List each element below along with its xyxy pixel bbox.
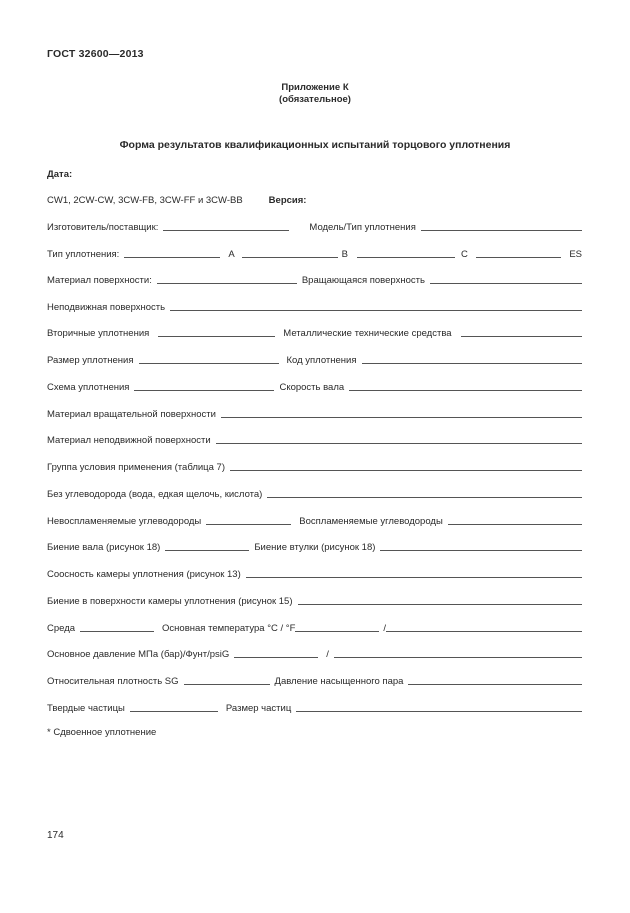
row-solids	[47, 698, 582, 714]
base-temperature-label: Основная температура °C / °F	[162, 623, 296, 634]
chamber-face-runout-field[interactable]	[298, 604, 582, 605]
version-label: Версия:	[268, 195, 307, 206]
relative-density-field[interactable]	[184, 684, 270, 685]
standard-header: ГОСТ 32600—2013	[47, 48, 144, 60]
row-stationary-surface	[47, 297, 582, 313]
row-seal-scheme	[47, 377, 582, 393]
row-seal-size	[47, 350, 582, 366]
relative-density-label: Относительная плотность SG	[47, 676, 179, 687]
chamber-face-runout-label: Биение в поверхности камеры уплотнения (рисунок 15)	[47, 596, 293, 607]
row-density	[47, 671, 582, 687]
model-type-field[interactable]	[421, 230, 582, 231]
manufacturer-label: Изготовитель/поставщик:	[47, 222, 159, 233]
vapor-pressure-field[interactable]	[408, 684, 582, 685]
date-label: Дата:	[47, 169, 73, 180]
footnote: * Сдвоенное уплотнение	[47, 727, 157, 738]
flammable-field[interactable]	[448, 524, 582, 525]
chamber-concentricity-label: Соосность камеры уплотнения (рисунок 13)	[47, 569, 241, 580]
particle-size-field[interactable]	[296, 711, 582, 712]
row-rotating-material	[47, 404, 582, 420]
temperature-c-field[interactable]	[295, 631, 379, 632]
category-b-field[interactable]	[357, 257, 455, 258]
secondary-seals-label: Вторичные уплотнения	[47, 328, 150, 339]
row-runout	[47, 537, 582, 553]
shaft-runout-label: Биение вала (рисунок 18)	[47, 542, 161, 553]
category-c-field[interactable]	[476, 257, 561, 258]
solids-label: Твердые частицы	[47, 703, 125, 714]
row-date	[47, 164, 582, 180]
non-hydrocarbon-field[interactable]	[267, 497, 582, 498]
arrangement-codes: CW1, 2CW-CW, 3CW-FB, 3CW-FF и 3CW-BB	[47, 195, 243, 206]
surface-material-field[interactable]	[157, 283, 297, 284]
metal-hardware-field[interactable]	[461, 336, 582, 337]
category-c-label: C	[461, 249, 468, 260]
category-es-label: ES	[569, 249, 582, 260]
application-group-label: Группа условия применения (таблица 7)	[47, 462, 225, 473]
row-chamber-face-runout	[47, 591, 582, 607]
shaft-speed-field[interactable]	[349, 390, 582, 391]
seal-size-label: Размер уплотнения	[47, 355, 134, 366]
row-secondary-seals	[47, 323, 582, 339]
rotating-surface-field[interactable]	[430, 283, 582, 284]
row-hydrocarbons	[47, 511, 582, 527]
medium-field[interactable]	[80, 631, 154, 632]
row-surface-material	[47, 270, 582, 286]
stationary-material-label: Материал неподвижной поверхности	[47, 435, 211, 446]
row-application-group	[47, 457, 582, 473]
particle-size-label: Размер частиц	[225, 703, 292, 714]
application-group-field[interactable]	[230, 470, 582, 471]
temperature-slash: /	[383, 623, 387, 634]
row-base-pressure	[47, 644, 582, 660]
row-stationary-material	[47, 430, 582, 446]
stationary-surface-label: Неподвижная поверхность	[47, 302, 166, 313]
metal-hardware-label: Металлические технические средства	[283, 328, 452, 339]
surface-material-label: Материал поверхности:	[47, 275, 152, 286]
seal-scheme-label: Схема уплотнения	[47, 382, 130, 393]
non-hydrocarbon-label: Без углеводорода (вода, едкая щелочь, кислота)	[47, 489, 263, 500]
vapor-pressure-label: Давление насыщенного пара	[274, 676, 404, 687]
chamber-concentricity-field[interactable]	[246, 577, 582, 578]
rotating-material-label: Материал вращательной поверхности	[47, 409, 216, 420]
pressure-slash: /	[326, 649, 329, 660]
model-type-label: Модель/Тип уплотнения	[309, 222, 416, 233]
seal-type-field[interactable]	[124, 257, 220, 258]
shaft-runout-field[interactable]	[165, 550, 249, 551]
row-arrangement	[47, 190, 582, 206]
seal-type-label: Тип уплотнения:	[47, 249, 120, 260]
row-chamber-concentricity	[47, 564, 582, 580]
shaft-speed-label: Скорость вала	[279, 382, 345, 393]
category-b-label: B	[341, 249, 348, 260]
manufacturer-field[interactable]	[163, 230, 289, 231]
medium-label: Среда	[47, 623, 76, 634]
stationary-surface-field[interactable]	[170, 310, 582, 311]
base-pressure-label: Основное давление МПа (бар)/Фунт/psiG	[47, 649, 230, 660]
appendix-title: Приложение К	[281, 82, 349, 93]
sleeve-runout-field[interactable]	[380, 550, 582, 551]
seal-code-field[interactable]	[362, 363, 583, 364]
seal-code-label: Код уплотнения	[286, 355, 357, 366]
solids-field[interactable]	[130, 711, 218, 712]
non-flammable-field[interactable]	[206, 524, 291, 525]
seal-scheme-field[interactable]	[134, 390, 274, 391]
row-manufacturer	[47, 217, 582, 233]
temperature-f-field[interactable]	[386, 631, 582, 632]
row-non-hydrocarbon	[47, 484, 582, 500]
appendix-status: (обязательное)	[279, 94, 351, 105]
page-number: 174	[47, 830, 64, 841]
pressure-mpa-field[interactable]	[234, 657, 318, 658]
row-seal-type	[47, 244, 582, 260]
sleeve-runout-label: Биение втулки (рисунок 18)	[254, 542, 376, 553]
rotating-material-field[interactable]	[221, 417, 582, 418]
row-medium	[47, 618, 582, 634]
rotating-surface-label: Вращающаяся поверхность	[301, 275, 425, 286]
flammable-label: Воспламеняемые углеводороды	[299, 516, 443, 527]
category-a-field[interactable]	[242, 257, 338, 258]
secondary-seals-field[interactable]	[158, 336, 275, 337]
stationary-material-field[interactable]	[216, 443, 582, 444]
category-a-label: A	[228, 249, 235, 260]
pressure-psig-field[interactable]	[334, 657, 582, 658]
non-flammable-label: Невоспламеняемые углеводороды	[47, 516, 202, 527]
seal-size-field[interactable]	[139, 363, 279, 364]
form-title: Форма результатов квалификационных испытаний торцового уплотнения	[119, 139, 511, 151]
